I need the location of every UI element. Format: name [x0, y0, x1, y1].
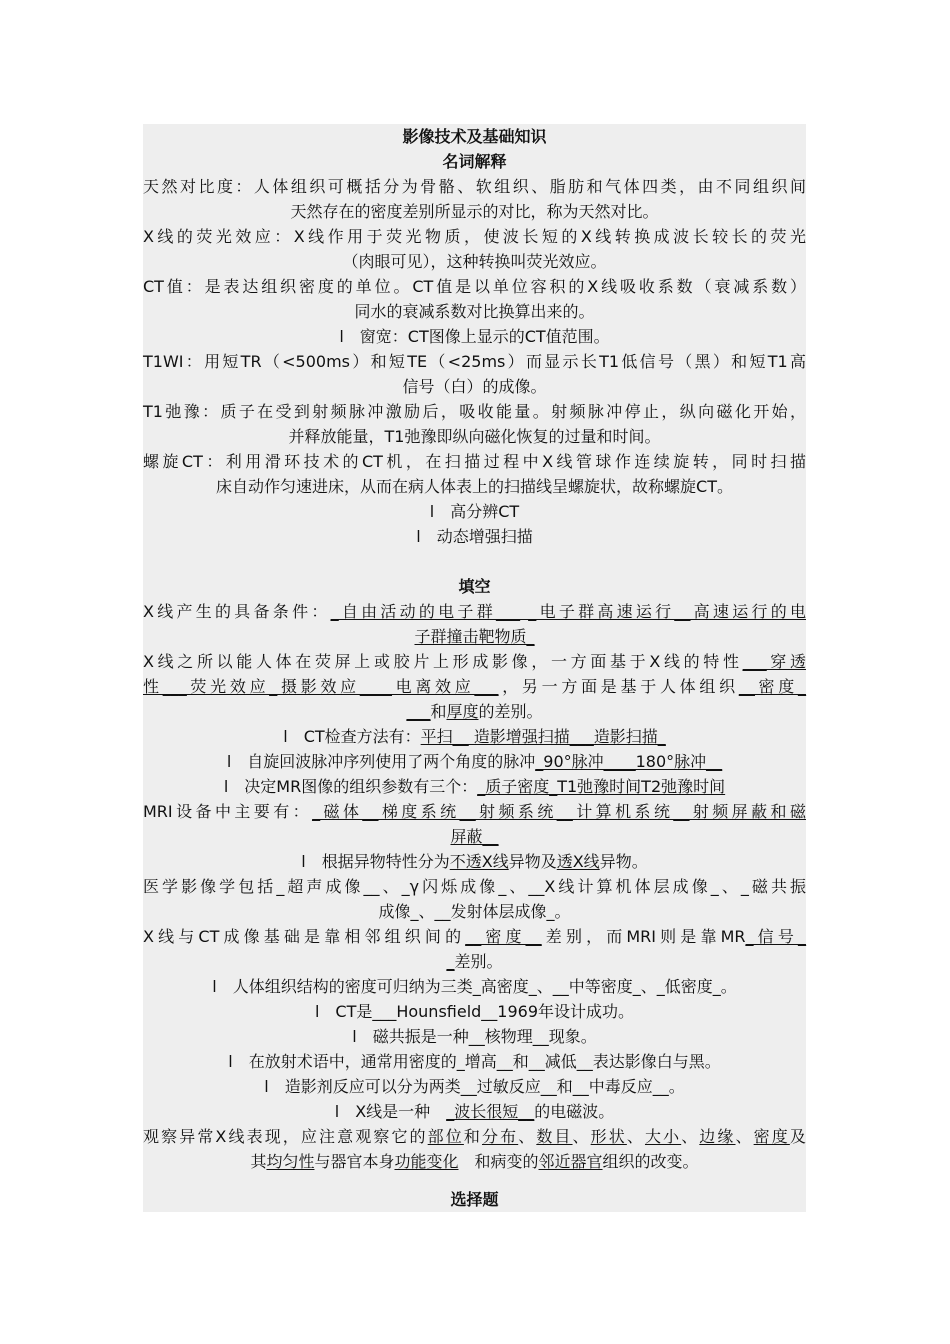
- fill-ct-inventor: l CT是___Hounsfield__1969年设计成功。: [314, 1002, 635, 1021]
- fill-answer: __密度__: [465, 927, 542, 946]
- fill-mr-phenomenon: l 磁共振是一种__核物理__现象。: [352, 1027, 597, 1046]
- fill-text: X线之所以能人体在荧屏上或胶片上形成影像，一方面基于X线的特性: [143, 652, 743, 671]
- fill-imaging-basis-line1: [143, 924, 806, 949]
- term-spiral-ct-line2: 床自动作匀速进床，从而在病人体表上的扫描线呈螺旋状，故称螺旋CT。: [216, 477, 733, 496]
- term-t1-relaxation-line1: T1弛豫：质子在受到射频脉冲激励后，吸收能量。射频脉冲停止，纵向磁化开始，: [143, 402, 806, 421]
- term-ct-value-line1: CT值：是表达组织密度的单位。CT值是以单位容积的X线吸收系数（衰减系数）: [143, 277, 806, 296]
- fill-text: 和: [430, 702, 447, 721]
- fill-text: ，另一方面是基于人体组织: [498, 677, 739, 696]
- fill-text: l X线是一种: [334, 1102, 447, 1121]
- fill-xray-imaging-line2: [143, 674, 806, 699]
- term-natural-contrast-line1: 天然对比度：人体组织可概括分为骨骼、软组织、脂肪和气体四类，由不同组织间: [143, 177, 806, 196]
- fill-medical-imaging-line2: 成像_、__发射体层成像_。: [378, 902, 571, 921]
- fill-answer: _: [446, 952, 455, 971]
- fill-answer: _质子密度_T1弛豫时间T2弛豫时间: [477, 777, 726, 796]
- fill-foreign-body: [143, 849, 806, 874]
- fill-answer: 不透X线: [449, 852, 509, 871]
- fill-answer: __密度_: [738, 677, 806, 696]
- fill-text: 和病变的: [458, 1152, 539, 1171]
- section-heading-choice: 选择题: [450, 1190, 499, 1209]
- fill-text: 差别，而MRI则是靠MR: [541, 927, 746, 946]
- fill-text: 组织的改变。: [602, 1152, 699, 1171]
- fill-xray-conditions-line1: [143, 599, 806, 624]
- fill-answer: 邻近器官: [538, 1152, 603, 1171]
- term-ct-value-line2: 同水的衰减系数对比换算出来的。: [354, 302, 595, 321]
- fill-answer: 数目: [536, 1127, 573, 1146]
- fill-text: 、: [518, 1127, 537, 1146]
- fill-answer: ___穿透: [742, 652, 806, 671]
- term-natural-contrast-line2: 天然存在的密度差别所显示的对比，称为天然对比。: [290, 202, 659, 221]
- term-t1-relaxation-line2: 并释放能量，T1弛豫即纵向磁化恢复的过量和时间。: [288, 427, 661, 446]
- fill-text: l CT检查方法有：: [283, 727, 421, 746]
- fill-answer: _90°脉冲____180°脉冲__: [535, 752, 723, 771]
- fill-answer: 大小: [644, 1127, 682, 1146]
- fill-text: 异物及: [508, 852, 557, 871]
- fill-density-terms: l 在放射术语中，通常用密度的_增高__和__减低__表达影像白与黑。: [228, 1052, 721, 1071]
- fill-xray-conditions-line2: [143, 624, 806, 649]
- fill-text: X线产生的具备条件：: [143, 602, 331, 621]
- fill-text: 、: [735, 1127, 754, 1146]
- fill-answer: 屏蔽__: [450, 827, 499, 846]
- fill-mri-equipment-line1: [143, 799, 806, 824]
- fill-xray-imaging-line1: [143, 649, 806, 674]
- fill-text: 、: [626, 1127, 645, 1146]
- fill-spin-echo: [143, 749, 806, 774]
- fill-answer: 平扫__ 造影增强扫描___造影扫描_: [420, 727, 666, 746]
- section-heading-fill: 填空: [458, 577, 491, 596]
- fill-contrast-reaction: l 造影剂反应可以分为两类__过敏反应__和__中毒反应__。: [264, 1077, 685, 1096]
- fill-density-classes: l 人体组织结构的密度可归纳为三类_高密度_、__中等密度_、_低密度_。: [212, 977, 737, 996]
- fill-answer: 均匀性: [266, 1152, 315, 1171]
- fill-text: 和: [463, 1127, 482, 1146]
- fill-answer: _磁体__梯度系统__射频系统__计算机系统__射频屏蔽和磁: [312, 802, 806, 821]
- fill-medical-imaging-line1: 医学影像学包括_超声成像__、_γ闪烁成像_、__X线计算机体层成像_、_磁共振: [143, 877, 806, 896]
- fill-xray-imaging-line3: [143, 699, 806, 724]
- fill-answer: ___: [406, 702, 431, 721]
- fill-answer: _自由活动的电子群___ _电子群高速运行__高速运行的电: [330, 602, 806, 621]
- fill-answer: 透X线: [556, 852, 600, 871]
- fill-text: 的差别。: [478, 702, 543, 721]
- term-spiral-ct-line1: 螺旋CT：利用滑环技术的CT机，在扫描过程中X线管球作连续旋转，同时扫描: [143, 452, 806, 471]
- term-t1wi-line1: T1WI：用短TR（<500ms）和短TE（<25ms）而显示长T1低信号（黑）和短T1高: [143, 352, 806, 371]
- fill-answer: 子群撞击靶物质_: [414, 627, 535, 646]
- fill-answer: 厚度: [446, 702, 479, 721]
- fill-text: 、: [681, 1127, 700, 1146]
- fill-text: MRI设备中主要有：: [143, 802, 313, 821]
- fill-abnormal-observation-line2: [143, 1149, 806, 1174]
- fill-text: 差别。: [454, 952, 503, 971]
- section-heading-terms: 名词解释: [442, 152, 507, 171]
- term-hrct: l 高分辨CT: [429, 502, 520, 521]
- term-dynamic-scan: l 动态增强扫描: [416, 527, 533, 546]
- fill-abnormal-observation-line1: [143, 1124, 806, 1149]
- fill-text: 的电磁波。: [534, 1102, 615, 1121]
- fill-answer: 部位: [427, 1127, 464, 1146]
- fill-text: X线与CT成像基础是靠相邻组织间的: [143, 927, 466, 946]
- fill-text: 与器官本身: [314, 1152, 395, 1171]
- term-fluorescence-line1: X线的荧光效应：X线作用于荧光物质，使波长短的X线转换成波长较长的荧光: [143, 227, 806, 246]
- fill-answer: _波长很短__: [446, 1102, 535, 1121]
- fill-ct-methods: [143, 724, 806, 749]
- fill-text: 、: [572, 1127, 591, 1146]
- document-page: [143, 124, 806, 1212]
- fill-answer: _信号_: [745, 927, 806, 946]
- fill-imaging-basis-line2: [143, 949, 806, 974]
- term-window-width: l 窗宽：CT图像上显示的CT值范围。: [339, 327, 610, 346]
- fill-answer: 分布: [481, 1127, 519, 1146]
- fill-mri-equipment-line2: [143, 824, 806, 849]
- document-title: 影像技术及基础知识: [402, 127, 547, 146]
- fill-answer: 功能变化: [394, 1152, 459, 1171]
- fill-text: 异物。: [599, 852, 648, 871]
- term-t1wi-line2: 信号（白）的成像。: [402, 377, 547, 396]
- term-fluorescence-line2: （肉眼可见），这种转换叫荧光效应。: [342, 252, 607, 271]
- fill-mr-params: [143, 774, 806, 799]
- fill-xray-wave: [143, 1099, 806, 1124]
- fill-answer: 密度: [753, 1127, 790, 1146]
- fill-answer: 形状: [590, 1127, 627, 1146]
- fill-answer: 边缘: [699, 1127, 736, 1146]
- fill-answer: 性___荧光效应_摄影效应____电离效应___: [143, 677, 499, 696]
- fill-text: 及: [789, 1127, 806, 1146]
- fill-text: 观察异常X线表现，应注意观察它的: [143, 1127, 428, 1146]
- fill-text: l 自旋回波脉冲序列使用了两个角度的脉冲: [226, 752, 536, 771]
- fill-text: l 决定MR图像的组织参数有三个：: [223, 777, 478, 796]
- fill-text: 其: [250, 1152, 267, 1171]
- fill-text: l 根据异物特性分为: [301, 852, 450, 871]
